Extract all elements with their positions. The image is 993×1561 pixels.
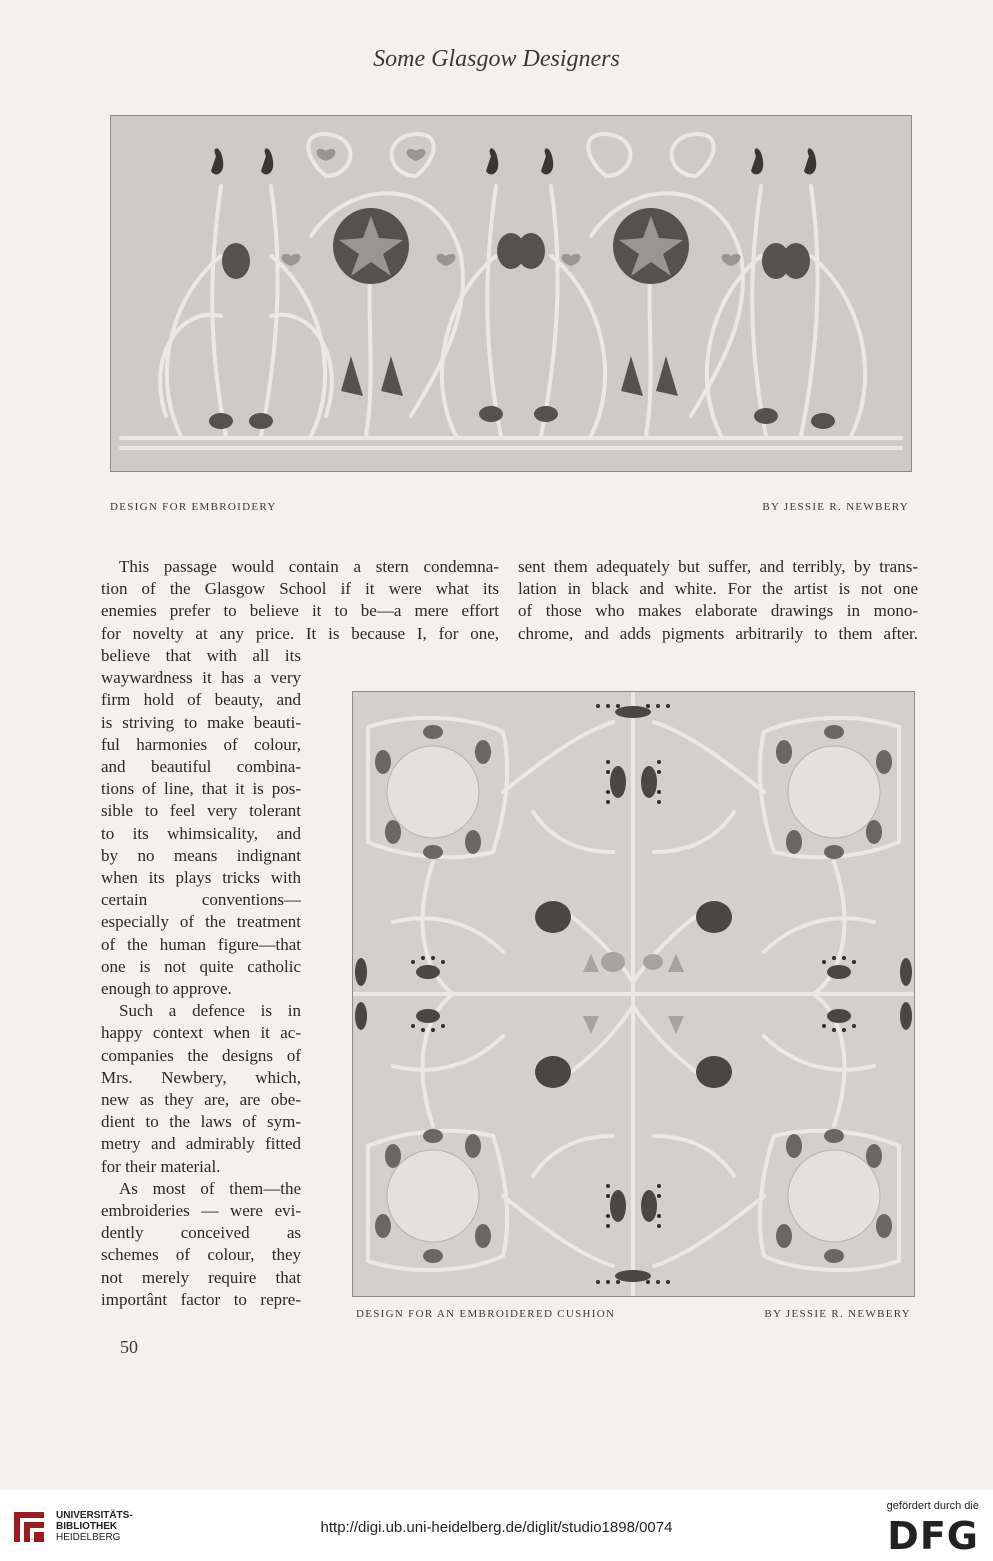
dfg-logo: DFG <box>887 1514 979 1558</box>
body-line: enough to approve. <box>101 979 232 999</box>
body-text-left-column <box>101 556 499 645</box>
body-line: not merely require that <box>101 1267 301 1287</box>
body-line: chrome, and adds pigments arbitrarily to them after. <box>518 623 918 643</box>
body-line: ful harmonies of colour, <box>101 734 301 754</box>
embroidery-frieze-illustration <box>111 116 911 471</box>
body-line: enemies prefer to believe it to be—a mere effort <box>101 601 499 621</box>
figure-2-credit: BY JESSIE R. NEWBERY <box>764 1308 911 1320</box>
body-line: dently conceived as <box>101 1223 301 1243</box>
body-line: by no means indignant <box>101 845 301 865</box>
body-line: importânt factor to repre- <box>101 1289 301 1309</box>
body-line: one is not quite catholic <box>101 956 301 976</box>
body-line: for their material. <box>101 1156 221 1176</box>
body-line: for novelty at any price. It is because I, for one, <box>101 623 499 643</box>
body-line: when its plays tricks with <box>101 868 301 888</box>
body-line: tion of the Glasgow School if it were what its <box>101 579 499 599</box>
embroidery-design-plate <box>110 115 912 472</box>
body-line: companies the designs of <box>101 1045 301 1065</box>
digitization-footer <box>0 1490 993 1561</box>
body-line: of those who makes elaborate drawings in mono- <box>518 601 918 621</box>
body-line: As most of them—the <box>119 1178 301 1198</box>
figure-1-credit: BY JESSIE R. NEWBERY <box>762 501 909 513</box>
body-text-narrow-column <box>101 645 301 1311</box>
library-name-line: HEIDELBERG <box>56 1532 121 1543</box>
body-line: to its whimsicality, and <box>101 823 301 843</box>
figure-1-caption: DESIGN FOR EMBROIDERY <box>110 501 277 513</box>
body-line: certain conventions— <box>101 890 301 910</box>
body-line: tions of line, that it is pos- <box>101 779 301 799</box>
body-line: and beautiful combina- <box>101 757 301 777</box>
cushion-design-plate <box>352 691 915 1297</box>
body-line: believe that with all its <box>101 646 301 665</box>
body-line: happy context when it ac- <box>101 1023 301 1043</box>
running-head: Some Glasgow Designers <box>373 46 620 72</box>
page-number: 50 <box>120 1337 138 1357</box>
body-line: firm hold of beauty, and <box>101 690 301 710</box>
body-line: Such a defence is in <box>119 1001 301 1021</box>
body-line: dient to the laws of sym- <box>101 1112 301 1132</box>
body-line: Mrs. Newbery, which, <box>101 1067 301 1087</box>
body-line: schemes of colour, they <box>101 1245 301 1265</box>
body-line: is striving to make beauti- <box>101 712 301 732</box>
body-line: metry and admirably fitted <box>101 1134 301 1154</box>
body-line: embroideries — were evi- <box>101 1201 301 1221</box>
library-name-line: BIBLIOTHEK <box>56 1521 118 1532</box>
body-line: of the human figure—that <box>101 934 301 954</box>
body-line: This passage would contain a stern condemna- <box>119 557 499 576</box>
figure-2-caption: DESIGN FOR AN EMBROIDERED CUSHION <box>356 1308 616 1320</box>
library-name-line: UNIVERSITÄTS- <box>56 1510 133 1521</box>
body-line: sible to feel very tolerant <box>101 801 301 821</box>
body-text-right-column <box>518 556 918 645</box>
funded-by-label: gefördert durch die <box>886 1500 979 1512</box>
body-line: lation in black and white. For the artist is not one <box>518 579 918 599</box>
body-line: waywardness it has a very <box>101 668 301 688</box>
body-line: new as they are, are obe- <box>101 1090 301 1110</box>
permalink[interactable]: http://digi.ub.uni-heidelberg.de/diglit/studio1898/0074 <box>320 1519 673 1536</box>
cushion-illustration <box>353 692 914 1296</box>
body-line: sent them adequately but suffer, and terribly, by trans- <box>518 557 918 576</box>
body-line: especially of the treatment <box>101 912 301 932</box>
